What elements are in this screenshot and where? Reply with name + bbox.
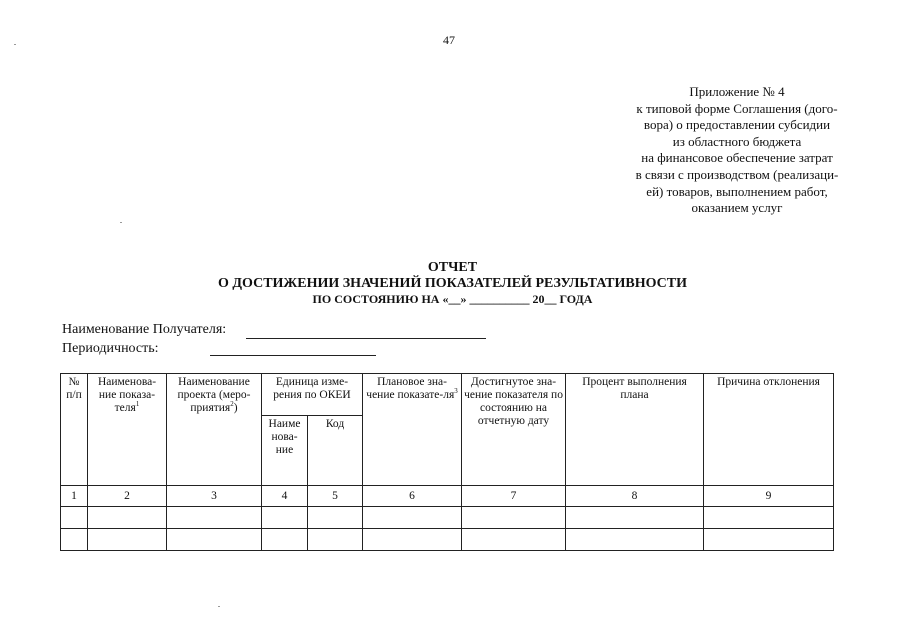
title-line-3: ПО СОСТОЯНИЮ НА «__» __________ 20__ ГОДА bbox=[312, 292, 593, 306]
page-number: 47 bbox=[443, 33, 455, 47]
column-number: 3 bbox=[167, 486, 262, 507]
appendix-line: на финансовое обеспечение затрат bbox=[641, 150, 833, 166]
header-num: № п/п bbox=[61, 374, 88, 486]
appendix-line: ей) товаров, выполнением работ, bbox=[646, 183, 828, 199]
table-cell[interactable] bbox=[167, 529, 262, 551]
table-cell[interactable] bbox=[61, 529, 88, 551]
header-project bbox=[167, 374, 262, 486]
scan-speck bbox=[14, 44, 16, 45]
header-reason: Причина отклонения bbox=[704, 374, 834, 486]
table-cell[interactable] bbox=[462, 507, 566, 529]
table-row bbox=[61, 529, 834, 551]
scan-speck bbox=[218, 606, 220, 607]
column-number: 7 bbox=[462, 486, 566, 507]
header-planned bbox=[363, 374, 462, 486]
appendix-line: оказанием услуг bbox=[691, 200, 783, 216]
recipient-label: Наименование Получателя: bbox=[62, 322, 227, 337]
header-row bbox=[61, 374, 834, 416]
header-indicator bbox=[88, 374, 167, 486]
header-unit-code: Код bbox=[308, 416, 363, 486]
column-number: 9 bbox=[704, 486, 834, 507]
table-cell[interactable] bbox=[262, 507, 308, 529]
column-number: 6 bbox=[363, 486, 462, 507]
periodicity-input-line[interactable] bbox=[210, 355, 376, 356]
footnote-3: 3 bbox=[454, 387, 458, 396]
table-cell[interactable] bbox=[167, 507, 262, 529]
table-cell[interactable] bbox=[61, 507, 88, 529]
column-number: 1 bbox=[61, 486, 88, 507]
header-indicator-text: Наименова-ние показа-теля bbox=[97, 376, 157, 414]
column-number: 5 bbox=[308, 486, 363, 507]
header-percent: Процент выполнения плана bbox=[566, 374, 704, 486]
appendix-line: вора) о предоставлении субсидии bbox=[643, 117, 831, 133]
title-line-1: ОТЧЕТ bbox=[427, 260, 478, 275]
title-line-2: О ДОСТИЖЕНИИ ЗНАЧЕНИЙ ПОКАЗАТЕЛЕЙ РЕЗУЛЬТАТИВНОСТИ bbox=[218, 276, 687, 291]
table-cell[interactable] bbox=[88, 529, 167, 551]
header-achieved: Достигнутое зна-чение показателя по состоянию на отчетную дату bbox=[462, 374, 566, 486]
footnote-2: 2 bbox=[230, 400, 234, 409]
column-number: 2 bbox=[88, 486, 167, 507]
table-cell[interactable] bbox=[308, 529, 363, 551]
scan-speck bbox=[120, 222, 122, 223]
appendix-line: к типовой форме Соглашения (дого- bbox=[636, 100, 838, 116]
report-title bbox=[0, 260, 905, 307]
recipient-input-line[interactable] bbox=[246, 338, 486, 339]
table-cell[interactable] bbox=[566, 507, 704, 529]
periodicity-label: Периодичность: bbox=[62, 341, 159, 356]
table-cell[interactable] bbox=[88, 507, 167, 529]
header-project-text: Наименование проекта (меро-приятия bbox=[177, 376, 251, 414]
appendix-line: из областного бюджета bbox=[672, 133, 802, 149]
table-cell[interactable] bbox=[704, 529, 834, 551]
appendix-line: Приложение № 4 bbox=[689, 84, 785, 99]
table-cell[interactable] bbox=[363, 529, 462, 551]
column-number: 8 bbox=[566, 486, 704, 507]
column-number-row bbox=[61, 486, 834, 507]
table-cell[interactable] bbox=[262, 529, 308, 551]
header-planned-text: Плановое зна-чение показате-ля bbox=[366, 376, 455, 401]
header-project-close: ) bbox=[233, 402, 238, 414]
table-cell[interactable] bbox=[462, 529, 566, 551]
table-cell[interactable] bbox=[704, 507, 834, 529]
table-cell[interactable] bbox=[308, 507, 363, 529]
table-cell[interactable] bbox=[566, 529, 704, 551]
report-table bbox=[60, 373, 834, 551]
table-row bbox=[61, 507, 834, 529]
header-unit: Единица изме-рения по ОКЕИ bbox=[262, 374, 363, 416]
column-number: 4 bbox=[262, 486, 308, 507]
table-cell[interactable] bbox=[363, 507, 462, 529]
footnote-1: 1 bbox=[135, 400, 140, 409]
header-unit-name: Наиме нова-ние bbox=[262, 416, 308, 486]
appendix-note bbox=[603, 84, 871, 217]
appendix-line: в связи с производством (реализаци- bbox=[635, 166, 839, 182]
